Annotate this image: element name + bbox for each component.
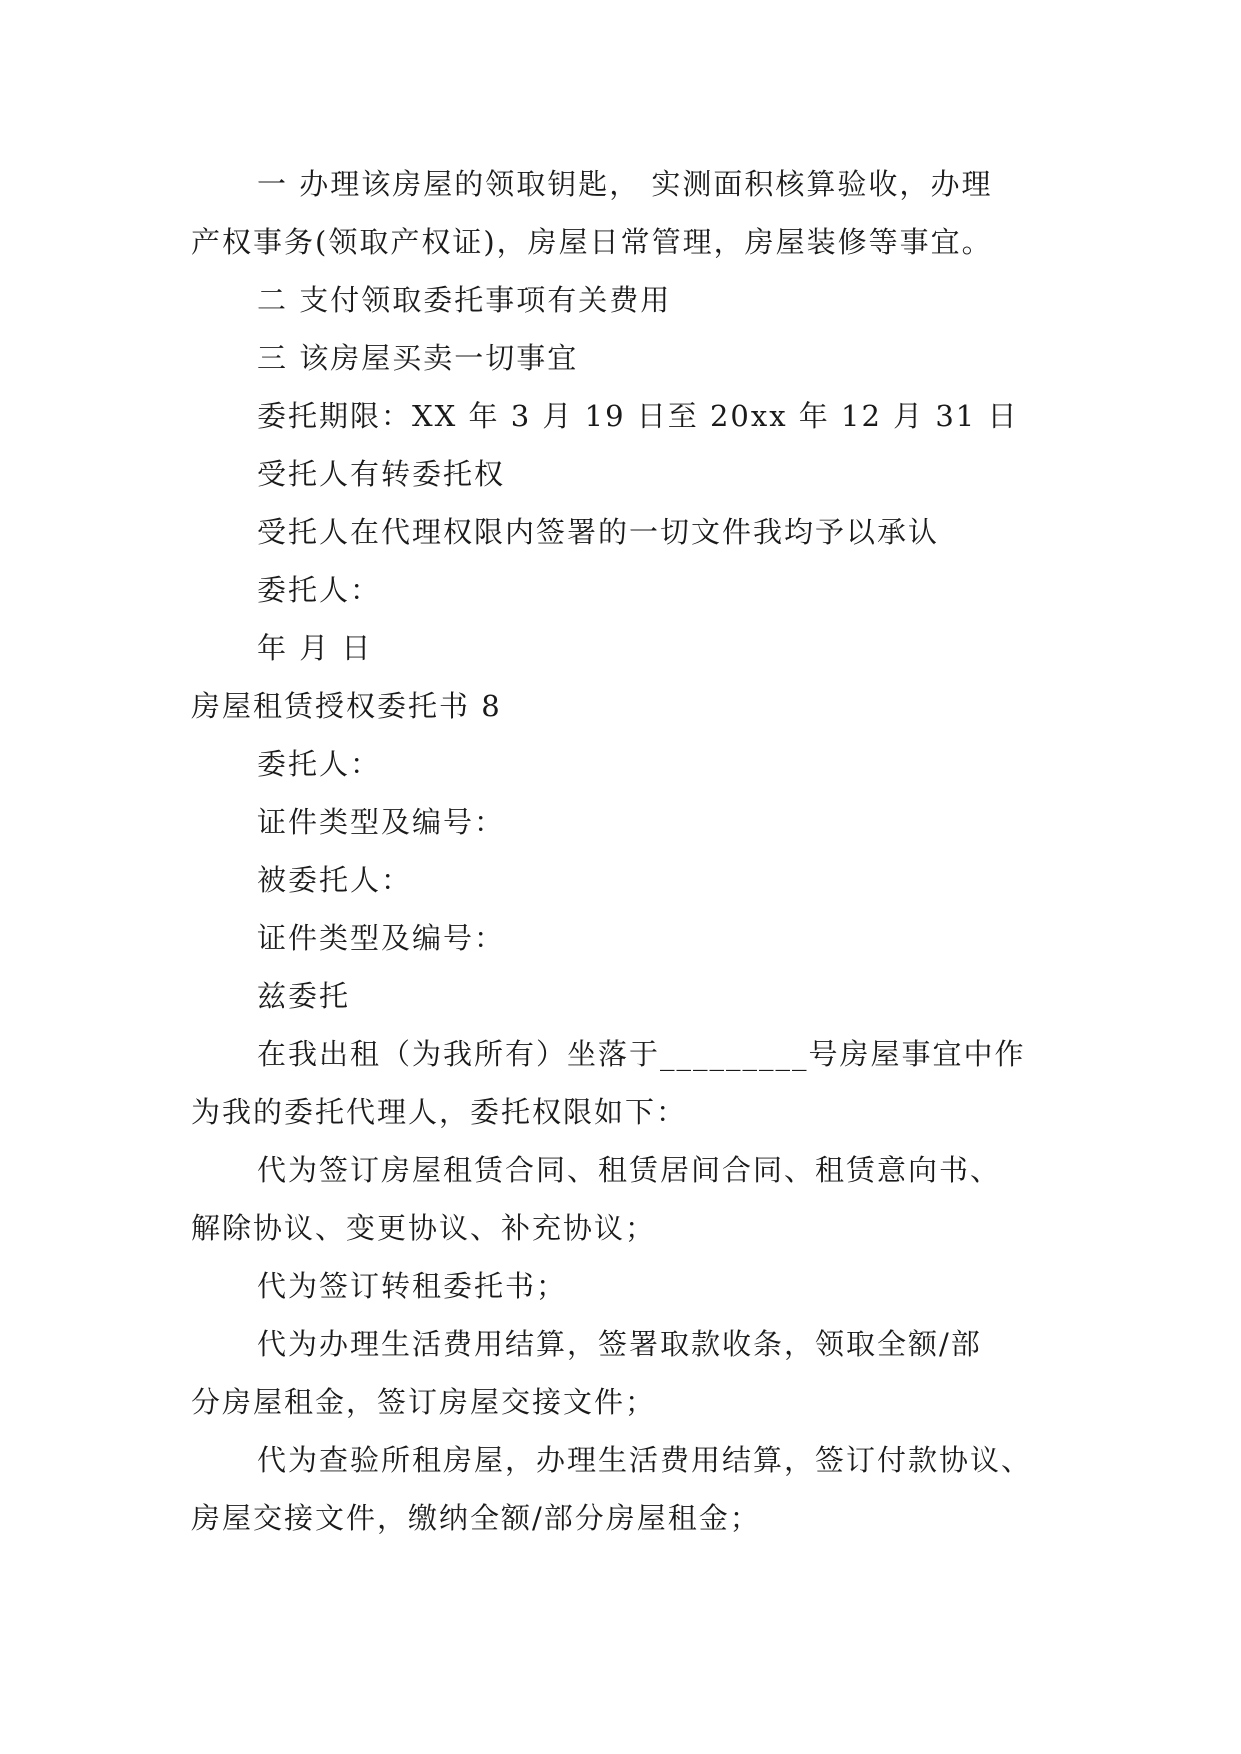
paragraph-line-6: 受托人有转委托权 bbox=[257, 457, 506, 491]
paragraph-line-5: 委托期限：XX 年 3 月 19 日至 20xx 年 12 月 31 日 bbox=[257, 399, 1019, 433]
paragraph-line-7: 受托人在代理权限内签署的一切文件我均予以承认 bbox=[257, 515, 940, 549]
paragraph-line-3: 二 支付领取委托事项有关费用 bbox=[257, 283, 672, 317]
paragraph-line-20: 代为签订转租委托书； bbox=[257, 1269, 568, 1303]
section-heading: 房屋租赁授权委托书 8 bbox=[191, 689, 502, 723]
paragraph-line-13: 被委托人： bbox=[257, 863, 413, 897]
paragraph-line-8: 委托人： bbox=[257, 573, 382, 607]
paragraph-line-22: 分房屋租金，签订房屋交接文件； bbox=[191, 1385, 657, 1419]
paragraph-line-4: 三 该房屋买卖一切事宜 bbox=[257, 341, 579, 375]
paragraph-line-23: 代为查验所租房屋，办理生活费用结算，签订付款协议、 bbox=[257, 1443, 1033, 1477]
paragraph-line-19: 解除协议、变更协议、补充协议； bbox=[191, 1211, 657, 1245]
paragraph-line-14: 证件类型及编号： bbox=[257, 921, 506, 955]
paragraph-line-18: 代为签订房屋租赁合同、租赁居间合同、租赁意向书、 bbox=[257, 1153, 1002, 1187]
paragraph-line-12: 证件类型及编号： bbox=[257, 805, 506, 839]
paragraph-line-21: 代为办理生活费用结算，签署取款收条，领取全额/部 bbox=[257, 1327, 982, 1361]
paragraph-line-2: 产权事务(领取产权证)，房屋日常管理，房屋装修等事宜。 bbox=[191, 225, 993, 259]
paragraph-line-1: 一 办理该房屋的领取钥匙， 实测面积核算验收，办理 bbox=[257, 167, 993, 201]
paragraph-line-24: 房屋交接文件，缴纳全额/部分房屋租金； bbox=[191, 1501, 761, 1535]
paragraph-line-16: 在我出租（为我所有）坐落于_________号房屋事宜中作 bbox=[257, 1037, 1026, 1071]
paragraph-line-11: 委托人： bbox=[257, 747, 382, 781]
paragraph-line-17: 为我的委托代理人，委托权限如下： bbox=[191, 1095, 688, 1129]
paragraph-line-9: 年 月 日 bbox=[257, 631, 373, 665]
paragraph-line-15: 兹委托 bbox=[257, 979, 351, 1013]
